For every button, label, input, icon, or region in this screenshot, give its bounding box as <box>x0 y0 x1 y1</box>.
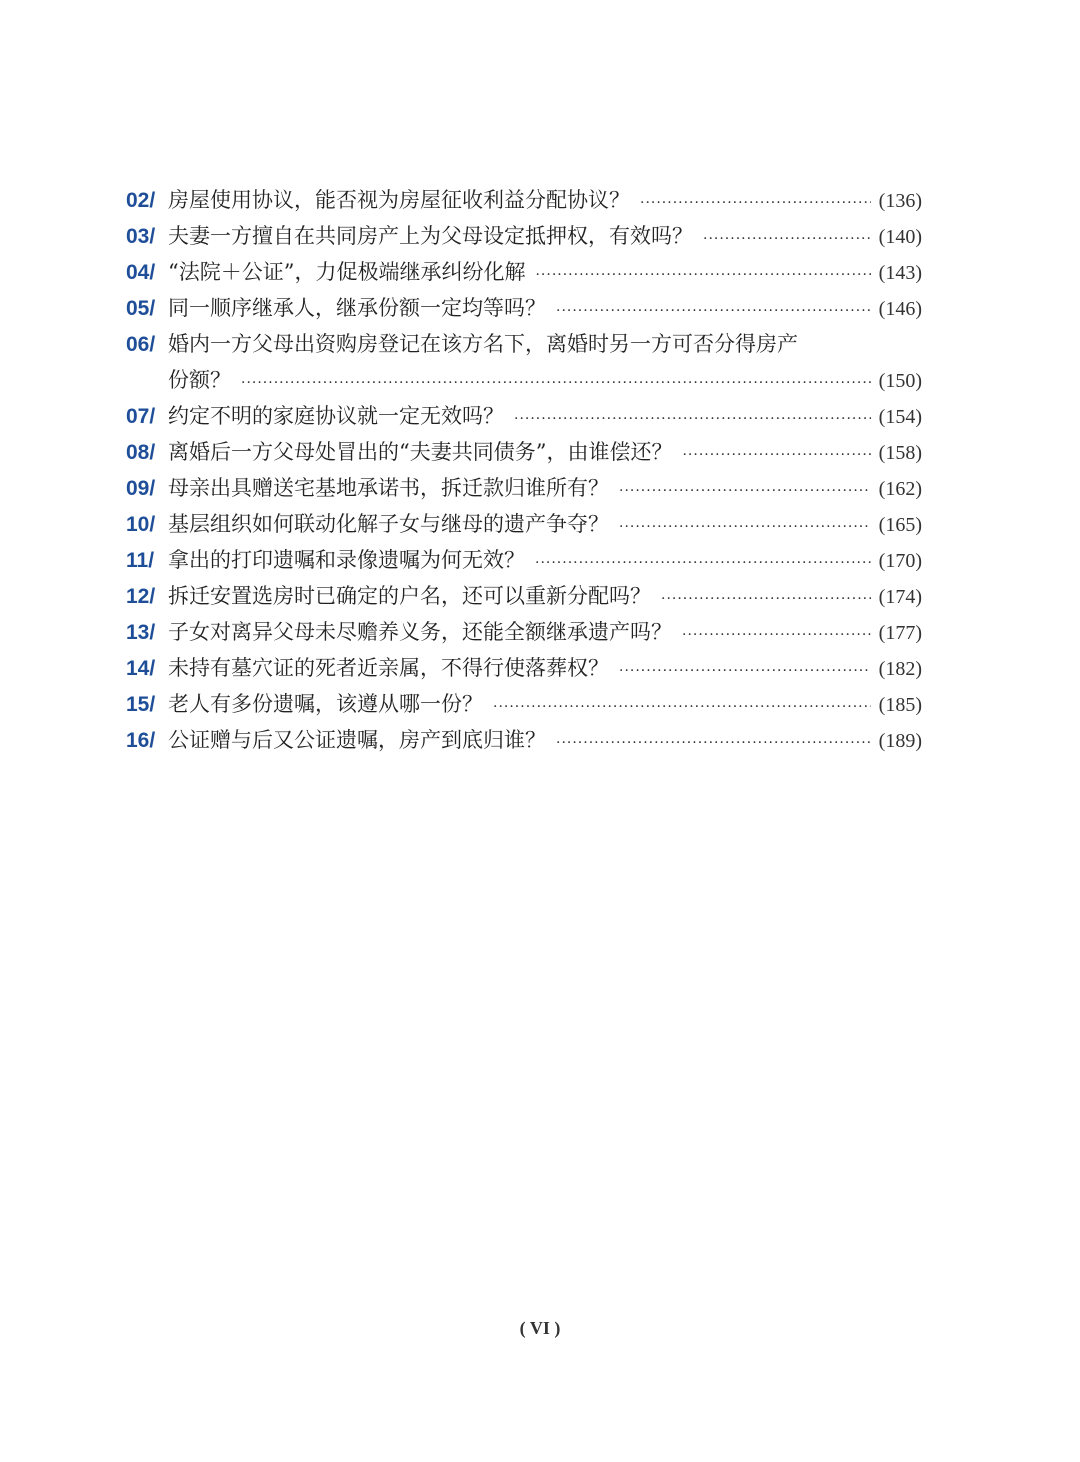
toc-leader-dots <box>661 581 871 617</box>
toc-entry-title: 拆迁安置选房时已确定的户名，还可以重新分配吗？ <box>168 584 651 608</box>
toc-entry[interactable] <box>126 434 922 470</box>
toc-entry-page: (140) <box>878 226 922 248</box>
toc-entry[interactable] <box>126 686 922 722</box>
toc-leader-dots <box>619 509 871 545</box>
toc-entry-number: 06/ <box>126 333 156 356</box>
toc-entry-number: 10/ <box>126 513 156 536</box>
toc-leader-dots <box>682 617 871 653</box>
toc-entry-page: (154) <box>878 406 922 428</box>
toc-entry[interactable] <box>126 650 922 686</box>
toc-entry-number: 15/ <box>126 693 156 716</box>
toc-entry-title: 母亲出具赠送宅基地承诺书，拆迁款归谁所有？ <box>168 476 609 500</box>
toc-leader-dots <box>556 293 871 329</box>
toc-entry-page: (182) <box>878 658 922 680</box>
toc-entry-title-continuation: 份额？ <box>168 368 231 392</box>
toc-entry-number: 12/ <box>126 585 156 608</box>
toc-entry-page: (165) <box>878 514 922 536</box>
toc-leader-dots <box>556 725 871 761</box>
toc-entry-page: (162) <box>878 478 922 500</box>
toc-entry[interactable] <box>126 218 922 254</box>
toc-entry-title: “法院＋公证”，力促极端继承纠纷化解 <box>168 260 526 284</box>
toc-entry[interactable] <box>126 722 922 758</box>
toc-entry-title: 基层组织如何联动化解子女与继母的遗产争夺？ <box>168 512 609 536</box>
toc-entry-number: 04/ <box>126 261 156 284</box>
toc-entry-page: (177) <box>878 622 922 644</box>
toc-leader-dots <box>619 473 871 509</box>
toc-entry[interactable] <box>126 182 922 218</box>
toc-entry-title: 公证赠与后又公证遗嘱，房产到底归谁？ <box>168 728 546 752</box>
toc-entry-number: 05/ <box>126 297 156 320</box>
toc-entry-title: 未持有墓穴证的死者近亲属，不得行使落葬权？ <box>168 656 609 680</box>
toc-leader-dots <box>535 545 871 581</box>
toc-entry[interactable] <box>126 470 922 506</box>
toc-entry[interactable] <box>126 290 922 326</box>
toc-entry-page: (158) <box>878 442 922 464</box>
toc-entry-title: 同一顺序继承人，继承份额一定均等吗？ <box>168 296 546 320</box>
toc-entry-number: 16/ <box>126 729 156 752</box>
toc-leader-dots <box>514 401 871 437</box>
toc-entry-page: (150) <box>878 370 922 392</box>
toc-entry-number: 14/ <box>126 657 156 680</box>
toc-entry[interactable] <box>126 578 922 614</box>
toc-leader-dots <box>535 257 870 293</box>
toc-entry[interactable] <box>126 614 922 650</box>
toc-entry-number: 13/ <box>126 621 156 644</box>
toc-entry-title: 夫妻一方擅自在共同房产上为父母设定抵押权，有效吗？ <box>168 224 693 248</box>
toc-entry-page: (185) <box>878 694 922 716</box>
toc-entry-number: 02/ <box>126 189 156 212</box>
toc-entry-page: (136) <box>878 190 922 212</box>
toc-entry-title: 婚内一方父母出资购房登记在该方名下，离婚时另一方可否分得房产 <box>168 332 798 356</box>
toc-entry-title: 房屋使用协议，能否视为房屋征收利益分配协议？ <box>168 188 630 212</box>
toc-leader-dots <box>682 437 870 473</box>
toc-entry[interactable] <box>126 506 922 542</box>
toc-entry-number: 11/ <box>126 549 155 572</box>
toc-entry-page: (174) <box>878 586 922 608</box>
page-number-footer: ( VI ) <box>519 1318 561 1338</box>
toc-entry-title: 老人有多份遗嘱，该遵从哪一份？ <box>168 692 483 716</box>
toc-entry-page: (170) <box>878 550 922 572</box>
table-of-contents <box>126 182 922 758</box>
toc-entry-page: (143) <box>878 262 922 284</box>
toc-entry-title: 离婚后一方父母处冒出的“夫妻共同债务”，由谁偿还？ <box>168 440 673 464</box>
toc-entry-title: 拿出的打印遗嘱和录像遗嘱为何无效？ <box>168 548 525 572</box>
toc-leader-dots <box>241 365 871 401</box>
toc-entry-title: 子女对离异父母未尽赡养义务，还能全额继承遗产吗？ <box>168 620 672 644</box>
toc-leader-dots <box>703 221 871 257</box>
toc-entry-number: 07/ <box>126 405 156 428</box>
toc-entry-number: 03/ <box>126 225 156 248</box>
toc-entry-page: (146) <box>878 298 922 320</box>
toc-entry[interactable] <box>126 326 922 398</box>
toc-entry-number: 09/ <box>126 477 156 500</box>
toc-entry[interactable] <box>126 254 922 290</box>
toc-leader-dots <box>619 653 871 689</box>
toc-entry-title: 约定不明的家庭协议就一定无效吗？ <box>168 404 504 428</box>
toc-entry[interactable] <box>126 398 922 434</box>
toc-entry[interactable] <box>126 542 922 578</box>
toc-entry-number: 08/ <box>126 441 156 464</box>
toc-entry-page: (189) <box>878 730 922 752</box>
toc-leader-dots <box>493 689 871 725</box>
toc-leader-dots <box>640 185 871 221</box>
